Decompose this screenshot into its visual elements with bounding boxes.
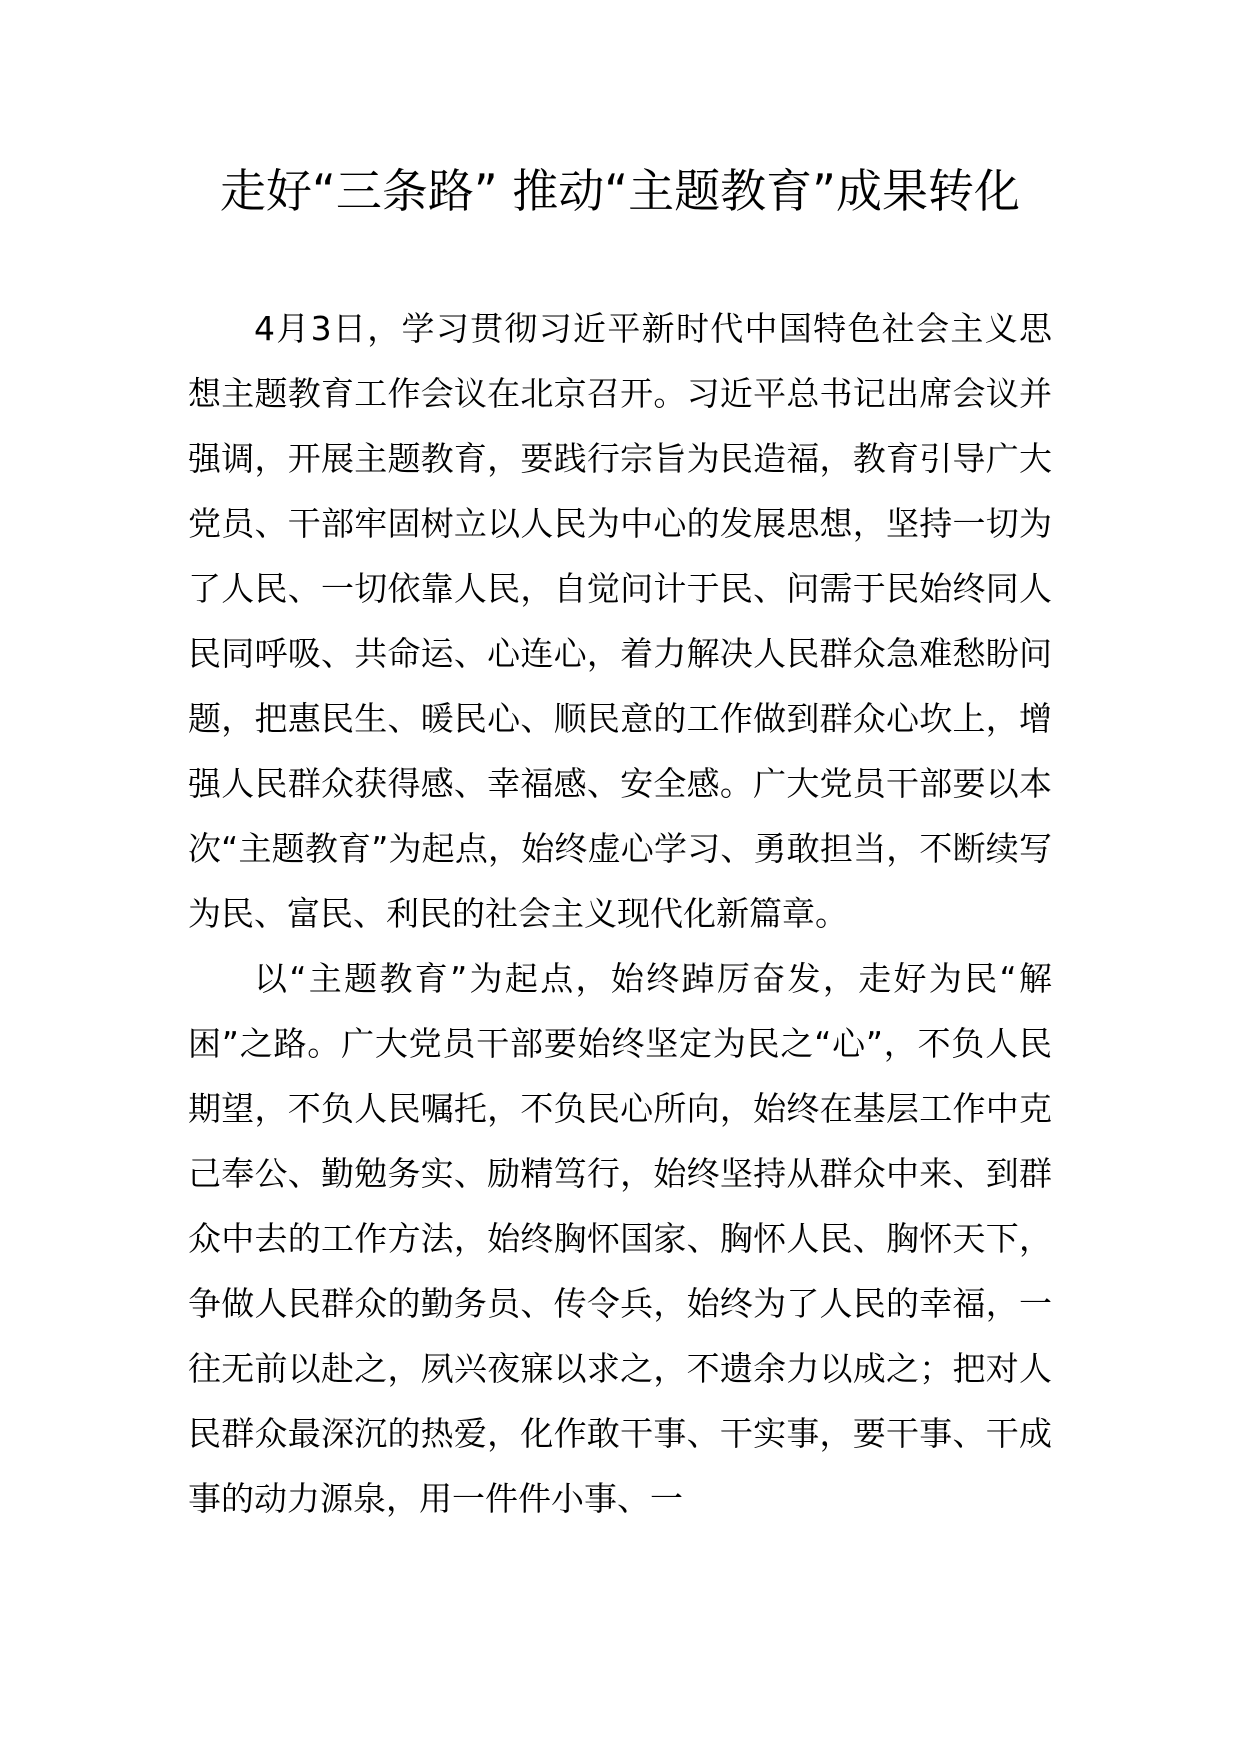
paragraph-2: 以“主题教育”为起点，始终踔厉奋发，走好为民“解困”之路。广大党员干部要始终坚定为民之“心”，不负人民期望，不负人民嘱托，不负民心所向，始终在基层工作中克己奉公、勤勉务实、励精笃行，始终坚持从群众中来、到群众中去的工作方法，始终胸怀国家、胸怀人民、胸怀天下，争做人民群众的勤务员、传令兵，始终为了人民的幸福，一往无前以赴之，夙兴夜寐以求之，不遗余力以成之；把对人民群众最深沉的热爱，化作敢干事、干实事，要干事、干成事的动力源泉，用一件件小事、一 bbox=[188, 959, 1052, 1518]
document-title: 走好“三条路” 推动“主题教育”成果转化 bbox=[220, 164, 1020, 218]
paragraph-1: 4月3日，学习贯彻习近平新时代中国特色社会主义思想主题教育工作会议在北京召开。习近平总书记出席会议并强调，开展主题教育，要践行宗旨为民造福，教育引导广大党员、干部牢固树立以人民为中心的发展思想，坚持一切为了人民、一切依靠人民，自觉问计于民、问需于民始终同人民同呼吸、共命运、心连心，着力解决人民群众急难愁盼问题，把惠民生、暖民心、顺民意的工作做到群众心坎上，增强人民群众获得感、幸福感、安全感。广大党员干部要以本次“主题教育”为起点，始终虚心学习、勇敢担当，不断续写为民、富民、利民的社会主义现代化新篇章。 bbox=[188, 309, 1052, 933]
document-body bbox=[188, 296, 1052, 1531]
